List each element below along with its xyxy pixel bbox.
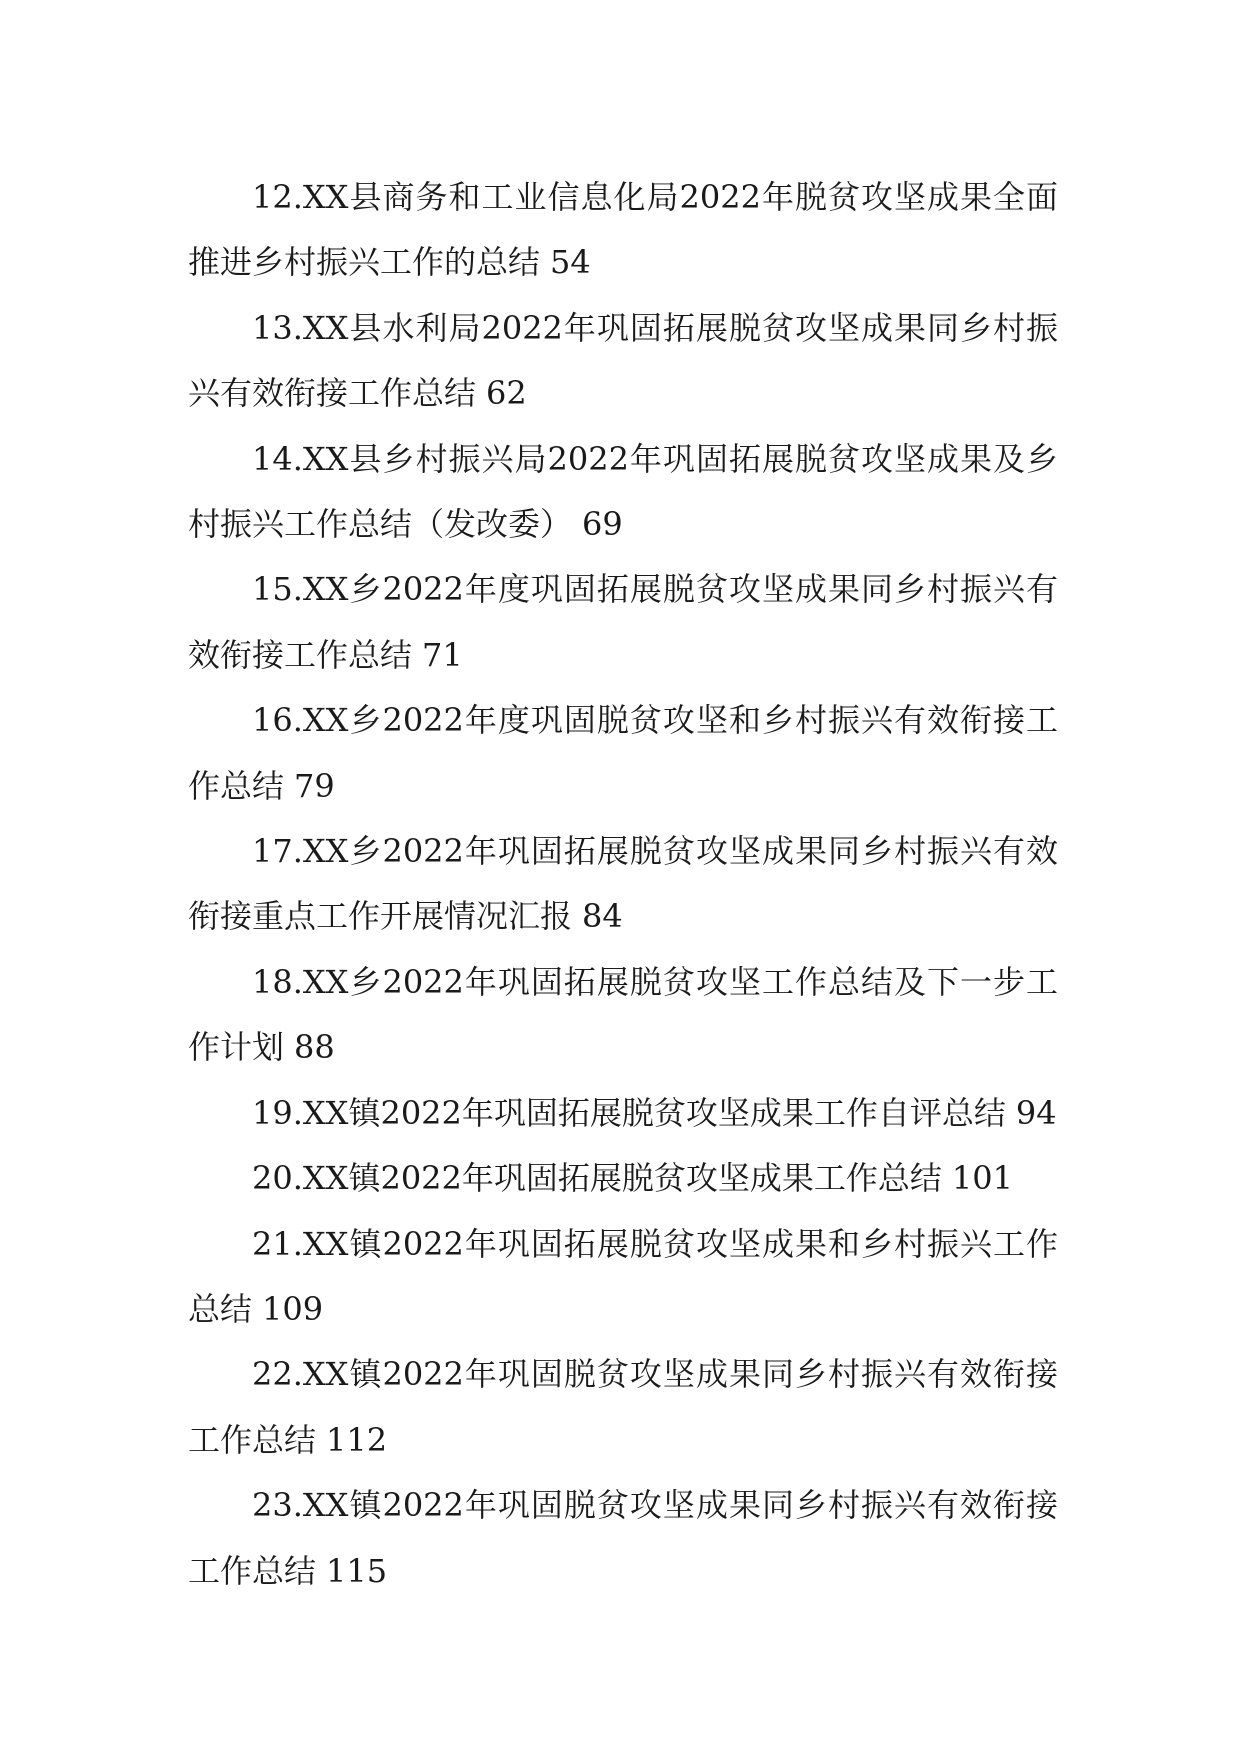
toc-entry-title: 13.XX县水利局2022年巩固拓展脱贫攻坚成果同乡村振兴有效衔接工作总结	[188, 308, 1058, 413]
toc-entry[interactable]	[188, 557, 1058, 688]
toc-entry[interactable]	[188, 1146, 1058, 1211]
toc-entry[interactable]	[188, 1081, 1058, 1146]
toc-entry-title: 17.XX乡2022年巩固拓展脱贫攻坚成果同乡村振兴有效衔接重点工作开展情况汇报	[188, 832, 1058, 936]
toc-entry-title: 15.XX乡2022年度巩固拓展脱贫攻坚成果同乡村振兴有效衔接工作总结	[188, 570, 1058, 674]
toc-entry-page-number: 101	[951, 1159, 1013, 1198]
toc-entry-title: 20.XX镇2022年巩固拓展脱贫攻坚成果工作总结	[252, 1159, 942, 1198]
toc-entry[interactable]	[188, 688, 1058, 819]
toc-entry-page-number: 84	[582, 897, 623, 936]
toc-entry-page-number: 94	[1015, 1093, 1057, 1132]
toc-entry-title: 23.XX镇2022年巩固脱贫攻坚成果同乡村振兴有效衔接工作总结	[188, 1486, 1058, 1590]
toc-entry-page-number: 62	[486, 374, 527, 413]
toc-entry-page-number: 109	[262, 1289, 324, 1328]
toc-entry[interactable]	[188, 950, 1058, 1081]
table-of-contents	[188, 165, 1058, 1604]
toc-entry[interactable]	[188, 165, 1058, 296]
toc-entry-page-number: 115	[326, 1551, 388, 1590]
toc-entry-page-number: 69	[582, 505, 623, 544]
toc-entry[interactable]	[188, 819, 1058, 950]
toc-entry[interactable]	[188, 1342, 1058, 1473]
toc-entry[interactable]	[188, 1212, 1058, 1343]
toc-entry-title: 12.XX县商务和工业信息化局2022年脱贫攻坚成果全面推进乡村振兴工作的总结	[188, 178, 1058, 282]
toc-entry-title: 19.XX镇2022年巩固拓展脱贫攻坚成果工作自评总结	[252, 1093, 1006, 1132]
toc-entry[interactable]	[188, 427, 1058, 558]
toc-entry-page-number: 54	[550, 243, 591, 282]
toc-entry-page-number: 79	[294, 766, 335, 805]
toc-entry-page-number: 88	[294, 1028, 335, 1067]
toc-entry-page-number: 71	[422, 635, 463, 674]
toc-entry-title: 18.XX乡2022年巩固拓展脱贫攻坚工作总结及下一步工作计划	[188, 962, 1058, 1067]
toc-entry-title: 22.XX镇2022年巩固脱贫攻坚成果同乡村振兴有效衔接工作总结	[188, 1355, 1058, 1459]
toc-entry-title: 14.XX县乡村振兴局2022年巩固拓展脱贫攻坚成果及乡村振兴工作总结（发改委）	[188, 439, 1058, 544]
toc-entry[interactable]	[188, 296, 1058, 427]
toc-entry-title: 16.XX乡2022年度巩固脱贫攻坚和乡村振兴有效衔接工作总结	[188, 701, 1058, 805]
toc-entry-title: 21.XX镇2022年巩固拓展脱贫攻坚成果和乡村振兴工作总结	[188, 1224, 1058, 1328]
toc-entry[interactable]	[188, 1473, 1058, 1604]
toc-entry-page-number: 112	[326, 1420, 388, 1459]
